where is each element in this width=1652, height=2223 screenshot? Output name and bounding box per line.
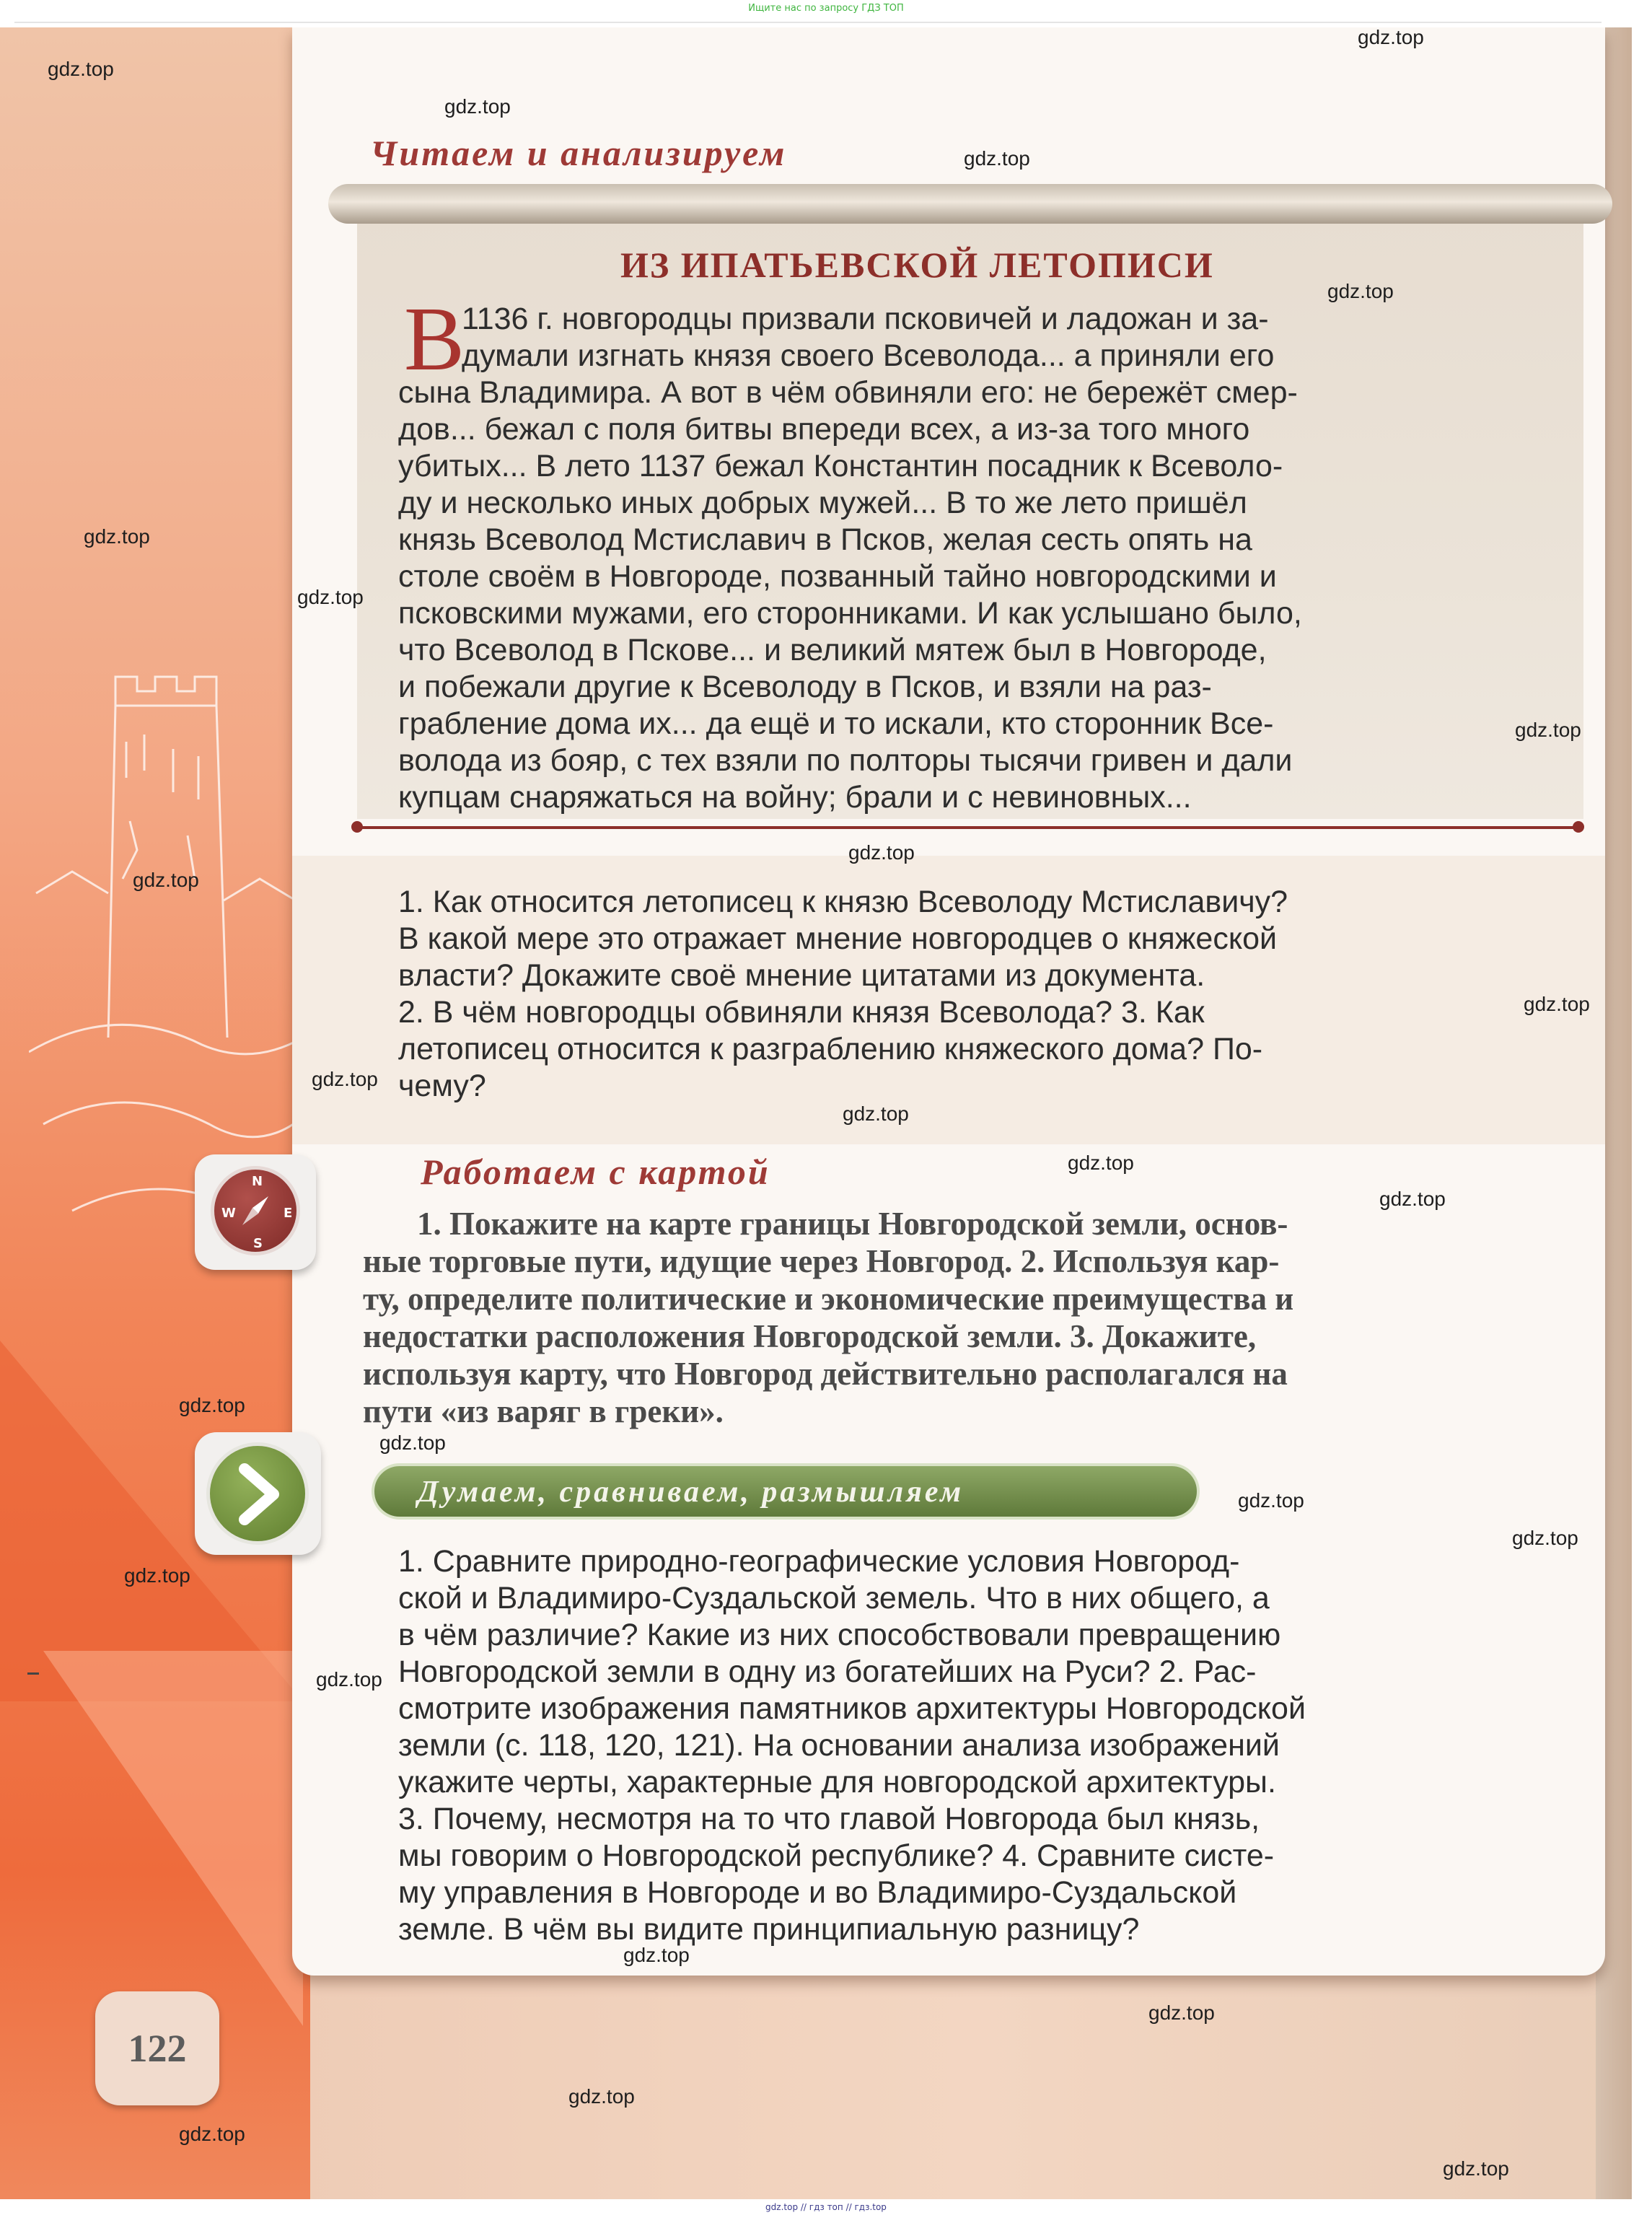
watermark: gdz.top xyxy=(124,1564,190,1587)
compass-icon xyxy=(211,1166,300,1255)
map-task-line: недостатки расположения Новгородской земли. 3. Докажите, xyxy=(363,1318,1257,1354)
document-line: грабление дома их... да ещё и то искали, кто сторонник Все- xyxy=(398,706,1274,741)
compass-north-letter: N xyxy=(252,1174,263,1189)
watermark: gdz.top xyxy=(1443,2157,1509,2180)
question-line: 1. Как относится летописец к князю Всеволоду Мстиславичу? xyxy=(398,885,1288,919)
watermark: gdz.top xyxy=(297,586,364,608)
map-task-line: ные торговые пути, идущие через Новгород. 2. Используя кар- xyxy=(363,1243,1280,1279)
section-title-think: Думаем, сравниваем, размышляем xyxy=(418,1476,965,1509)
watermark: gdz.top xyxy=(444,95,511,118)
watermark: gdz.top xyxy=(1148,2001,1215,2024)
scroll-divider xyxy=(357,826,1576,829)
decor-triangle xyxy=(43,1651,303,2026)
compass-west-letter: W xyxy=(221,1206,236,1221)
watermark: gdz.top xyxy=(379,1431,446,1454)
map-section-badge xyxy=(195,1154,316,1270)
arrow-right-icon xyxy=(206,1442,309,1545)
document-line: убитых... В лето 1137 бежал Константин посадник к Всеволо- xyxy=(398,449,1283,483)
think-task-line: укажите черты, характерные для новгородской архитектуры. xyxy=(398,1765,1276,1799)
question-line: 2. В чём новгородцы обвиняли князя Всеволода? 3. Как xyxy=(398,995,1205,1030)
document-line: столе своём в Новгороде, позванный тайно новгородскими и xyxy=(398,559,1277,594)
question-line: В какой мере это отражает мнение новгородцев о княжеской xyxy=(398,921,1278,956)
question-line: летописец относится к разграблению княжеского дома? По- xyxy=(398,1032,1263,1066)
think-task-line: земле. В чём вы видите принципиальную разницу? xyxy=(398,1912,1140,1947)
question-line: чему? xyxy=(398,1069,486,1103)
watermark: gdz.top xyxy=(1524,993,1590,1015)
margin-mark xyxy=(27,1672,39,1675)
think-section-header xyxy=(372,1463,1200,1520)
think-task-line: мы говорим о Новгородской республике? 4. Сравните систе- xyxy=(398,1838,1275,1873)
watermark: gdz.top xyxy=(84,525,150,548)
document-line: псковскими мужами, его сторонниками. И как услышано было, xyxy=(398,596,1302,631)
watermark: gdz.top xyxy=(623,1944,690,1966)
top-banner: Ищите нас по запросу ГДЗ ТОП xyxy=(748,3,904,14)
think-section-badge xyxy=(195,1432,321,1555)
map-task-line: ту, определите политические и экономические преимущества и xyxy=(363,1281,1294,1317)
left-decorative-panel xyxy=(0,27,310,2199)
map-task-line: 1. Покажите на карте границы Новгородской земли, основ- xyxy=(417,1206,1288,1242)
watermark: gdz.top xyxy=(1068,1152,1134,1174)
think-task-line: Новгородской земли в одну из богатейших на Руси? 2. Рас- xyxy=(398,1654,1257,1689)
document-line: дов... бежал с поля битвы впереди всех, а из-за того много xyxy=(398,412,1250,447)
watermark: gdz.top xyxy=(848,841,915,864)
map-task-line: пути «из варяг в греки». xyxy=(363,1393,724,1429)
map-task-line: используя карту, что Новгород действительно располагался на xyxy=(363,1356,1288,1392)
divider-dot xyxy=(351,821,363,833)
watermark: gdz.top xyxy=(568,2085,635,2108)
think-task-line: смотрите изображения памятников архитектуры Новгородской xyxy=(398,1691,1306,1726)
watermark: gdz.top xyxy=(843,1102,909,1125)
think-task-line: 1. Сравните природно-географические условия Новгород- xyxy=(398,1544,1240,1579)
bottom-banner: gdz.top // гдз топ // гдз.top xyxy=(765,2202,887,2212)
top-divider xyxy=(14,22,1602,23)
watermark: gdz.top xyxy=(316,1668,382,1691)
watermark: gdz.top xyxy=(1238,1489,1304,1512)
document-line: и побежали другие к Всеволоду в Псков, и взяли на раз- xyxy=(398,670,1212,704)
compass-needle-icon xyxy=(234,1189,277,1232)
document-line: что Всеволод в Пскове... и великий мятеж был в Новгороде, xyxy=(398,633,1267,667)
chevron-right-icon xyxy=(229,1462,294,1527)
watermark: gdz.top xyxy=(1379,1188,1446,1210)
think-task-line: му управления в Новгороде и во Владимиро-Суздальской xyxy=(398,1875,1237,1910)
watermark: gdz.top xyxy=(179,2123,245,2145)
divider-dot xyxy=(1573,821,1584,833)
watermark: gdz.top xyxy=(1515,719,1581,741)
document-line: думали изгнать князя своего Всеволода... а приняли его xyxy=(462,338,1275,373)
think-task-line: земли (с. 118, 120, 121). На основании анализа изображений xyxy=(398,1728,1280,1763)
watermark: gdz.top xyxy=(1327,280,1394,302)
compass-south-letter: S xyxy=(253,1236,263,1251)
think-task-line: ской и Владимиро-Суздальской земель. Что в них общего, а xyxy=(398,1581,1270,1615)
drop-cap: В xyxy=(404,289,465,390)
scroll-rod xyxy=(328,184,1612,224)
watermark: gdz.top xyxy=(1512,1527,1578,1549)
document-line: купцам снаряжаться на войну; брали и с невиновных... xyxy=(398,780,1192,815)
document-title: ИЗ ИПАТЬЕВСКОЙ ЛЕТОПИСИ xyxy=(620,245,1214,285)
section-title-read: Читаем и анализируем xyxy=(370,133,787,173)
think-task-line: в чём различие? Какие из них способствовали превращению xyxy=(398,1618,1281,1652)
document-line: ду и несколько иных добрых мужей... В то же лето пришёл xyxy=(398,486,1247,520)
watermark: gdz.top xyxy=(133,869,199,891)
page-number-tab xyxy=(95,1991,219,2105)
watermark: gdz.top xyxy=(1358,26,1424,48)
think-task-line: 3. Почему, несмотря на то что главой Новгорода был князь, xyxy=(398,1802,1260,1836)
document-line: 1136 г. новгородцы призвали псковичей и ладожан и за- xyxy=(462,302,1269,336)
compass-east-letter: E xyxy=(284,1206,293,1221)
section-title-map: Работаем с картой xyxy=(421,1152,770,1192)
question-line: власти? Докажите своё мнение цитатами из документа. xyxy=(398,958,1205,993)
watermark: gdz.top xyxy=(48,58,114,80)
watermark: gdz.top xyxy=(179,1394,245,1416)
page-number: 122 xyxy=(128,2027,187,2070)
watermark: gdz.top xyxy=(312,1068,378,1090)
watermark: gdz.top xyxy=(964,147,1030,170)
document-line: сына Владимира. А вот в чём обвиняли его: не бережёт смер- xyxy=(398,375,1298,410)
document-line: князь Всеволод Мстиславич в Псков, желая сесть опять на xyxy=(398,522,1252,557)
document-line: волода из бояр, с тех взяли по полторы тысячи гривен и дали xyxy=(398,743,1293,778)
